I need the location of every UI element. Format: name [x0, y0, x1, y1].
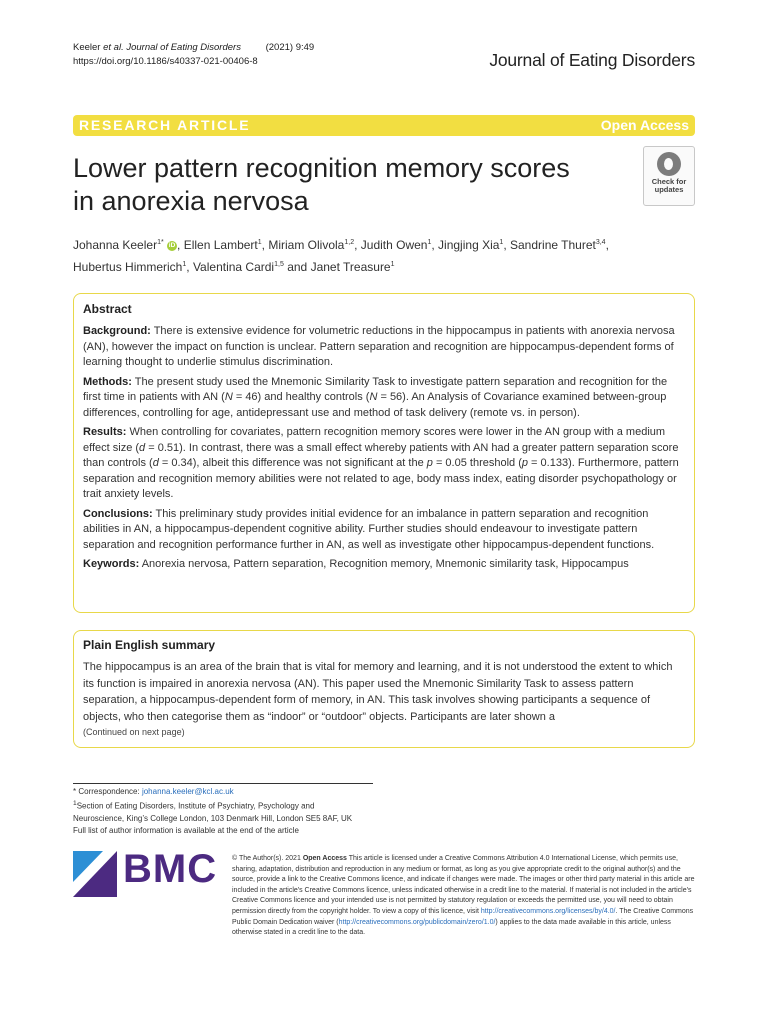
author-join: and — [287, 260, 308, 274]
author-name[interactable]: Janet Treasure — [310, 260, 391, 274]
methods-label: Methods: — [83, 375, 132, 388]
plain-summary-text: The hippocampus is an area of the brain that is vital for memory and learning, and it is not understood the extent to which its function is impaired in anorexia nervosa (AN). This paper used the Mnemonic Similarity Task to assess pattern separation, a hippocampus-dependent form of memory, in AN. This task involves showing participants a sequence of objects, who then categorise them as “indoor” or “outdoor” objects. Participants are later shown a — [83, 661, 673, 723]
license-body-3: ) applies to the data made available in this article, unless otherwise stated in a credit line to the data. — [232, 918, 671, 937]
plain-summary-box — [73, 630, 695, 748]
correspondence-line — [73, 786, 393, 798]
conclusions-text: This preliminary study provides initial evidence for an imbalance in pattern separation and recognition abilities in AN, a hippocampus-dependent cognitive ability. Further studies should endeavour to investigate pattern separation and recognition performance further in AN, as well as investigate other hippocampus-dependent functions. — [83, 507, 655, 551]
conclusions-label: Conclusions: — [83, 507, 153, 520]
author-affiliation: 1 — [499, 239, 504, 246]
author-affiliation: 3,4 — [595, 239, 606, 246]
methods-text: = 46) and healthy controls ( — [232, 391, 370, 403]
author-name[interactable]: Judith Owen — [360, 238, 428, 252]
author-name[interactable]: Ellen Lambert — [183, 238, 258, 252]
citation-etal: et al. — [103, 42, 124, 53]
correspondence-label: * Correspondence: — [73, 787, 140, 796]
footnote — [73, 786, 393, 837]
stat-symbol: p — [521, 457, 528, 469]
results-text: = 0.133). Furthermore, pattern separation and recognition memory abilities were not related to age, body mass index, eating disorder psychopathology or trait anxiety levels. — [83, 457, 679, 500]
results-text: = 0.34), albeit this difference was not significant at the — [158, 457, 427, 469]
title-line-1: Lower pattern recognition memory scores — [73, 153, 570, 183]
citation-journal: Journal of Eating Disorders — [126, 42, 241, 53]
journal-name: Journal of Eating Disorders — [489, 50, 695, 70]
author-name[interactable]: Johanna Keeler — [73, 238, 158, 252]
doi-link[interactable]: https://doi.org/10.1186/s40337-021-00406-8 — [73, 55, 258, 67]
license-body: This article is licensed under a Creative Commons Attribution 4.0 International License, which permits use, sharing, adaptation, distribution and reproduction in any medium or format, as long as you give appropriate credit to the original author(s) and the source, provide a link to the Creative Commons licence, and indicate if changes were made. The images or other third party material in this article are included in the article's Creative Commons licence, unless indicated otherwise in a credit line to the material. If material is not included in the article's Creative Commons licence and your intended use is not permitted by statutory regulation or exceeds the permitted use, you will need to obtain permission directly from the copyright holder. To view a copy of this licence, visit — [232, 855, 695, 915]
results-text: When controlling for covariates, pattern recognition memory scores were lower in the AN group with a medium effect size ( — [83, 426, 666, 454]
plain-summary-heading: Plain English summary — [83, 638, 216, 652]
bmc-mark-icon — [73, 851, 117, 897]
author-name[interactable]: Sandrine Thuret — [510, 238, 596, 252]
author-affiliation: 1,5 — [274, 261, 284, 268]
bmc-logo — [73, 847, 218, 897]
author-name[interactable]: Miriam Olivola — [268, 238, 345, 252]
results-label: Results: — [83, 426, 127, 438]
orcid-icon[interactable]: iD — [168, 241, 176, 249]
citation-line — [73, 41, 314, 55]
author-affiliation: 1 — [182, 261, 187, 268]
abstract-conclusions — [83, 507, 686, 554]
author-affiliation: 1 — [257, 239, 262, 246]
author-name[interactable]: Valentina Cardi — [192, 260, 275, 274]
footnote-divider — [73, 783, 373, 784]
author-affiliation: 1 — [390, 261, 395, 268]
article-title — [73, 152, 633, 218]
continued-note: (Continued on next page) — [83, 727, 185, 737]
author-affiliation: 1,2 — [344, 239, 355, 246]
keywords-text: Anorexia nervosa, Pattern separation, Recognition memory, Mnemonic similarity task, Hippocampus — [141, 558, 629, 570]
affiliation-text-2: Neuroscience, King’s College London, 103 Denmark Hill, London SE5 8AF, UK — [73, 813, 353, 823]
open-access-bold: Open Access — [302, 855, 347, 862]
keywords-label: Keywords: — [83, 558, 140, 570]
open-access-label: Open Access — [600, 117, 689, 133]
article-type-banner — [73, 115, 695, 136]
stat-symbol: d — [139, 441, 146, 454]
stat-symbol: N — [224, 391, 233, 403]
abstract-results — [83, 425, 686, 503]
bmc-wordmark: BMC — [123, 847, 218, 891]
abstract-methods — [83, 375, 686, 422]
citation-authors: Keeler — [73, 42, 101, 53]
crossmark-icon — [657, 152, 681, 176]
abstract-heading: Abstract — [83, 302, 132, 316]
citation-header — [73, 41, 314, 68]
methods-text: = 56). An Analysis of Covariance examined between-group differences, controlling for age, antidepressant use and method of task delivery (remote vs. in person). — [83, 391, 667, 419]
stat-symbol: p — [426, 457, 433, 469]
stat-symbol: d — [152, 457, 159, 469]
check-for-updates-line-2: updates — [654, 185, 684, 194]
author-name[interactable]: Jingjing Xia — [438, 238, 500, 252]
check-for-updates-line-1: Check for — [651, 177, 687, 186]
results-text: = 0.51). In contrast, there was a small effect whereby patients with AN had a greater pattern separation score than controls ( — [83, 441, 679, 469]
license-text — [232, 854, 696, 939]
author-list: Johanna Keeler$^{1*}$ iD , Ellen Lambert$^1$, Miriam Olivola$^{1,2}$, Judith Owen$^1$, Jingjing Xia$^1$, Sandrine Thuret$^{3,4}$, Hubertus Himmerich$^1$, Valentina Cardi$^{1,5}$ and Janet Treasure$^1$ — [73, 238, 609, 274]
background-label: Background: — [83, 325, 151, 337]
abstract-keywords — [83, 557, 686, 573]
check-for-updates-button[interactable] — [643, 146, 695, 206]
title-line-2: in anorexia nervosa — [73, 186, 309, 216]
article-type-label: RESEARCH ARTICLE — [79, 117, 251, 133]
copyright-text: © The Author(s). 2021 — [232, 855, 301, 862]
author-affiliation: 1* — [157, 239, 164, 246]
correspondence-email-link[interactable]: johanna.keeler@kcl.ac.uk — [141, 787, 234, 796]
cc0-link[interactable]: http://creativecommons.org/publicdomain/zero/1.0/ — [338, 918, 496, 926]
stat-symbol: N — [369, 391, 378, 403]
abstract-box — [73, 293, 695, 613]
citation-year: (2021) 9:49 — [265, 42, 315, 53]
author-name[interactable]: Hubertus Himmerich — [73, 260, 183, 274]
abstract-background — [83, 324, 686, 371]
author-affiliation: 1 — [427, 239, 432, 246]
affiliation-line — [73, 798, 393, 813]
license-body-2: . The Creative Commons Public Domain Dedication waiver ( — [232, 907, 694, 926]
background-text: There is extensive evidence for volumetric reductions in the hippocampus in patients with anorexia nervosa (AN), however the impact on function is unclear. Pattern separation and recognition are hippocampus-dependent forms of learning thought to underlie stimulus discrimination. — [83, 325, 675, 368]
methods-text: The present study used the Mnemonic Similarity Task to investigate pattern separation and recognition for the first time in patients with AN ( — [83, 375, 668, 403]
affiliation-number: 1 — [73, 800, 77, 807]
author-info-note: Full list of author information is available at the end of the article — [73, 825, 299, 835]
cc-by-link[interactable]: http://creativecommons.org/licenses/by/4.0/ — [480, 907, 616, 915]
affiliation-text-1: Section of Eating Disorders, Institute of Psychiatry, Psychology and — [76, 801, 315, 811]
results-text: = 0.05 threshold ( — [432, 457, 522, 469]
